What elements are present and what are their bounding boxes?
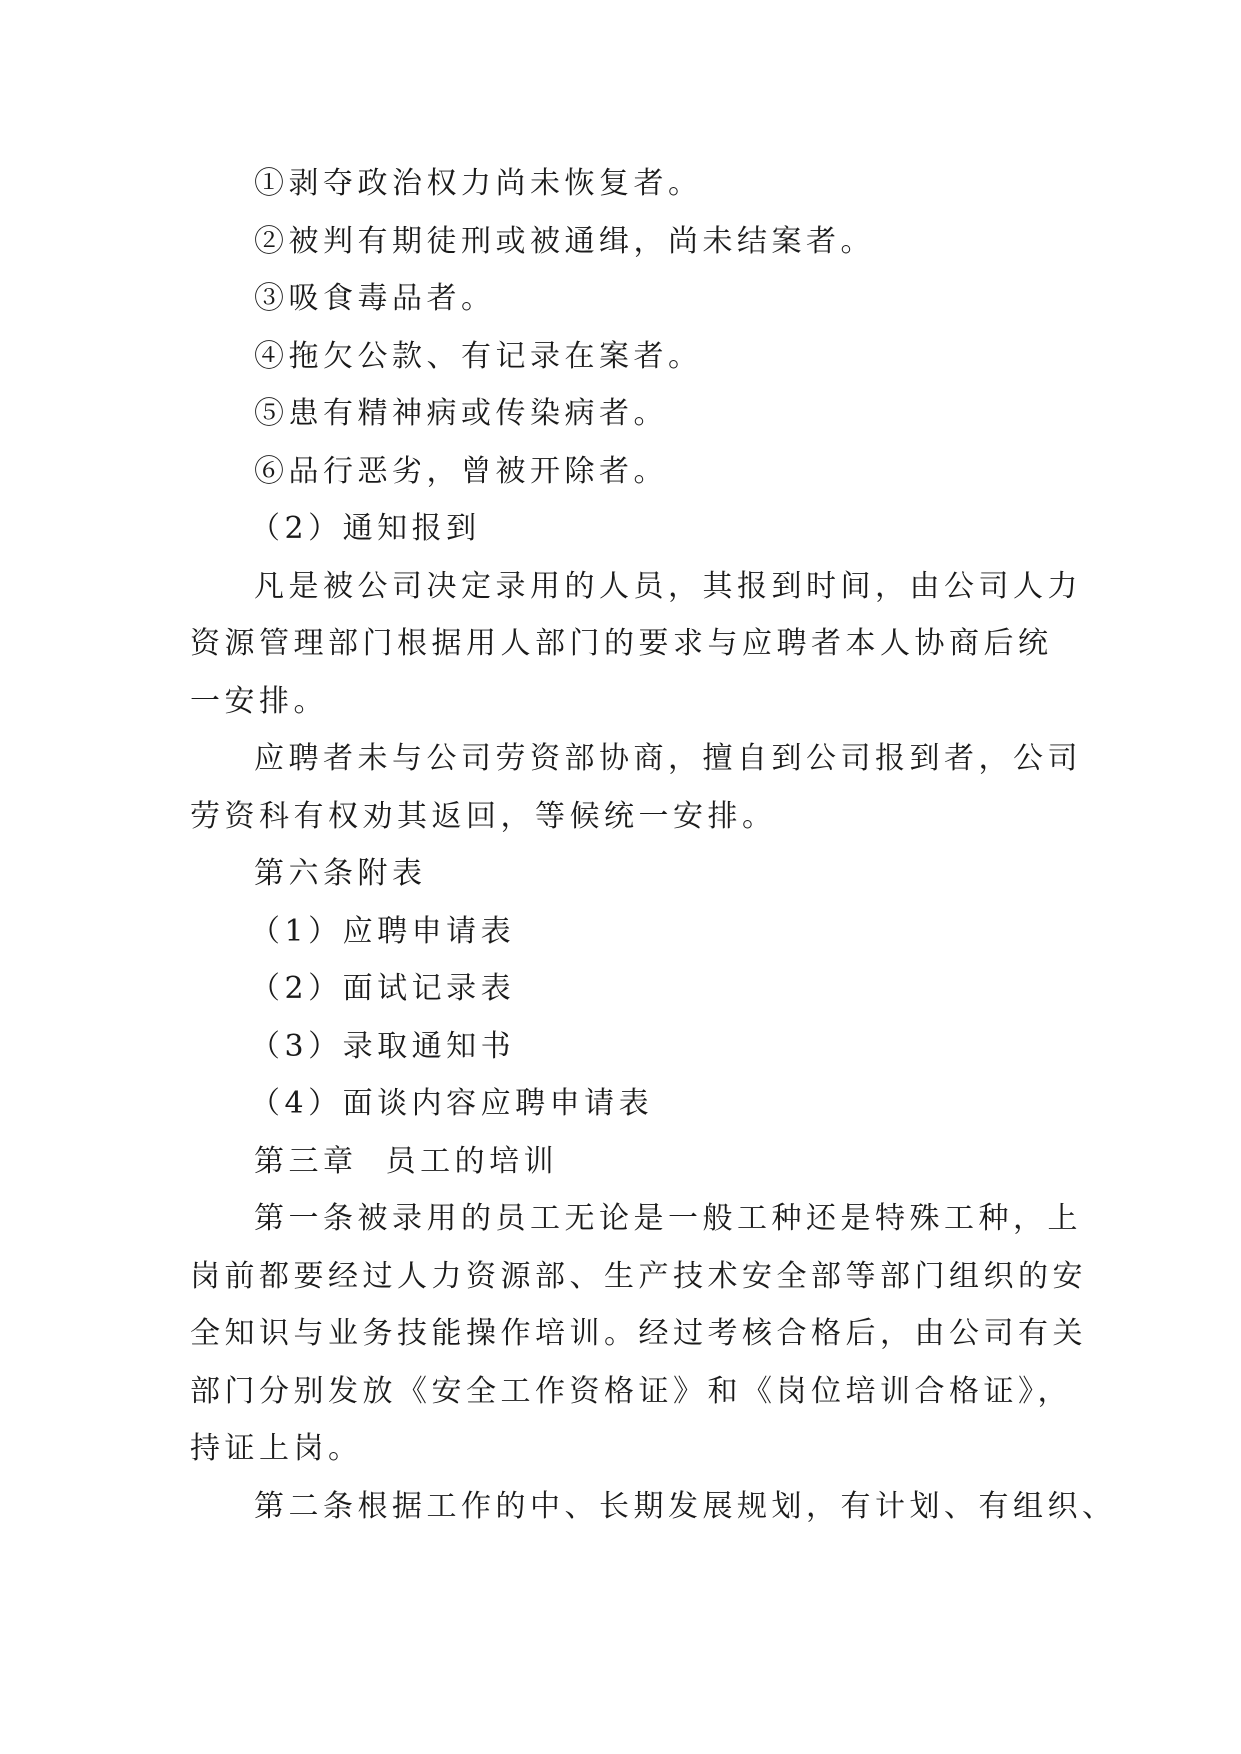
paragraph-line: 凡是被公司决定录用的人员，其报到时间，由公司人力	[254, 568, 1082, 604]
list-item-4: ④拖欠公款、有记录在案者。	[254, 338, 703, 374]
list-item-5: ⑤患有精神病或传染病者。	[254, 396, 668, 431]
list-item-6: ⑥品行恶劣，曾被开除者。	[254, 453, 668, 489]
paragraph-line: 第一条被录用的员工无论是一般工种还是特殊工种，上	[254, 1201, 1082, 1236]
list-item-1: ①剥夺政治权力尚未恢复者。	[254, 166, 703, 201]
paragraph-line: 全知识与业务技能操作培训。经过考核合格后，由公司有关	[190, 1316, 1087, 1351]
section-heading-notice: （2）通知报到	[250, 511, 481, 546]
paragraph-line: 应聘者未与公司劳资部协商，擅自到公司报到者，公司	[254, 741, 1082, 776]
paragraph-line: 劳资科有权劝其返回，等候统一安排。	[190, 798, 777, 834]
article-heading: 第六条附表	[254, 856, 427, 891]
paragraph-line: 岗前都要经过人力资源部、生产技术安全部等部门组织的安	[190, 1258, 1087, 1294]
appendix-item: （4）面谈内容应聘申请表	[250, 1086, 654, 1121]
chapter-heading: 第三章 员工的培训	[254, 1143, 559, 1179]
document-page	[190, 155, 1117, 1535]
paragraph-line: 一安排。	[190, 683, 328, 719]
appendix-item: （2）面试记录表	[250, 971, 516, 1006]
paragraph-line: 持证上岗。	[190, 1431, 363, 1466]
list-item-3: ③吸食毒品者。	[254, 281, 496, 316]
appendix-item: （3）录取通知书	[250, 1028, 516, 1064]
paragraph-line: 资源管理部门根据用人部门的要求与应聘者本人协商后统	[190, 626, 1053, 661]
list-item-2: ②被判有期徒刑或被通缉，尚未结案者。	[254, 223, 875, 259]
paragraph-line: 部门分别发放《安全工作资格证》和《岗位培训合格证》，	[190, 1373, 1072, 1409]
appendix-item: （1）应聘申请表	[250, 913, 516, 949]
paragraph-line: 第二条根据工作的中、长期发展规划，有计划、有组织、	[254, 1488, 1117, 1524]
